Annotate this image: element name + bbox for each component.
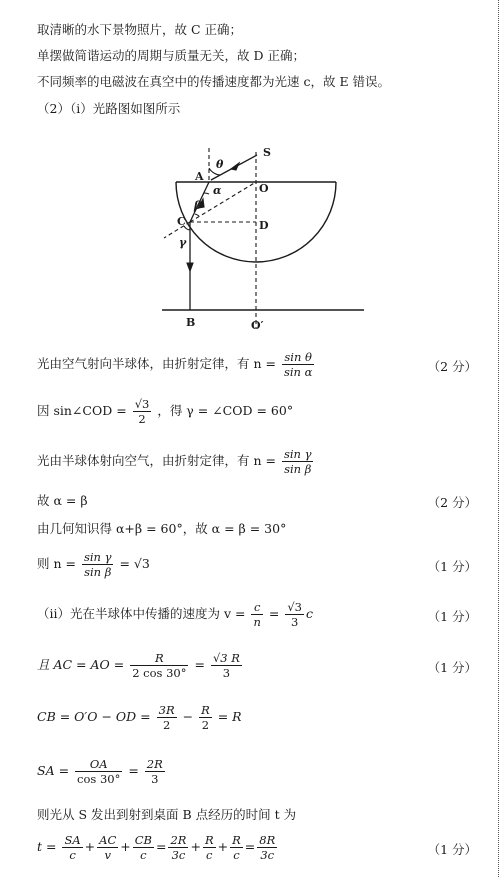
equation-line-12: 且 AC = AO = $\frac{R}{2 \cos 30^\circ}$ = $\frac{√3 R}{3}$ <box>37 651 240 680</box>
text-line-9: 由几何知识得 α+β = 60°，故 α = β = 30° <box>37 521 287 536</box>
equation-line-6: 因 sin∠COD = $\frac{√3}{2}$ ，得 γ = ∠COD = 60° <box>37 397 294 426</box>
equation-line-13: CB = O′O − OD = $\frac{3R}{2}$ − $\frac{R}{2}$ = R <box>37 703 242 732</box>
angle-arc-alpha <box>204 193 209 194</box>
equation-line-10: 则 n = $\frac{\text{sin γ}}{\text{sin β}}$ = √3 <box>37 550 150 579</box>
equation-line-14: SA = $\frac{OA}{\cos 30^\circ}$ = $\frac{2R}{3}$ <box>37 757 163 786</box>
label-gamma: γ <box>179 236 187 249</box>
label-beta: β <box>194 199 202 212</box>
equation-line-11: （ⅱ）光在半球体中传播的速度为 v = $\frac{c}{n}$ = $\frac{√3}{3}$ c <box>37 600 314 629</box>
label-O: O <box>259 182 269 195</box>
text-line-1: 取清晰的水下景物照片，故 C 正确； <box>37 22 243 37</box>
equation-line-16: t = $\frac{SA}{c}$ + $\frac{AC}{v}$ + $\frac{CB}{c}$ = $\frac{2R}{3c}$ + $\frac{R}{c}$ + $\frac{R}{c}$ = $\frac{8R}{3c}$ <box>37 833 276 862</box>
text-line-4: （2）（ⅰ）光路图如图所示 <box>37 101 181 116</box>
ray-arrow-3 <box>187 263 193 271</box>
angle-arc-beta <box>195 214 199 216</box>
score-2: （2 分） <box>427 495 477 510</box>
optics-diagram <box>150 138 375 338</box>
label-A: A <box>195 170 204 183</box>
text-line-3: 不同频率的电磁波在真空中的传播速度都为光速 c，故 E 错误。 <box>37 74 391 89</box>
equation-line-5: 光由空气射向半球体，由折射定律，有 n = $\frac{\text{sin θ}}{\text{sin α}}$ <box>37 350 313 379</box>
score-4: （1 分） <box>427 609 477 624</box>
label-O-prime: O′ <box>251 319 264 332</box>
label-theta: θ <box>216 158 224 171</box>
label-C: C <box>177 215 186 228</box>
label-D: D <box>259 219 269 232</box>
equation-line-7: 光由半球体射向空气，由折射定律，有 n = $\frac{\text{sin γ}}{\text{sin β}}$ <box>37 447 312 476</box>
text-line-8: 故 α = β <box>37 493 88 508</box>
binding-dotted-line <box>498 0 499 877</box>
label-alpha: α <box>213 184 222 197</box>
score-6: （1 分） <box>427 842 477 857</box>
score-1: （2 分） <box>427 359 477 374</box>
ray-arrow-1 <box>231 163 239 170</box>
score-3: （1 分） <box>427 559 477 574</box>
text-line-2: 单摆做简谐运动的周期与质量无关，故 D 正确； <box>37 48 305 63</box>
label-S: S <box>263 146 271 159</box>
label-B: B <box>186 316 196 329</box>
text-line-15: 则光从 S 发出到射到桌面 B 点经历的时间 t 为 <box>37 807 297 822</box>
score-5: （1 分） <box>427 660 477 675</box>
